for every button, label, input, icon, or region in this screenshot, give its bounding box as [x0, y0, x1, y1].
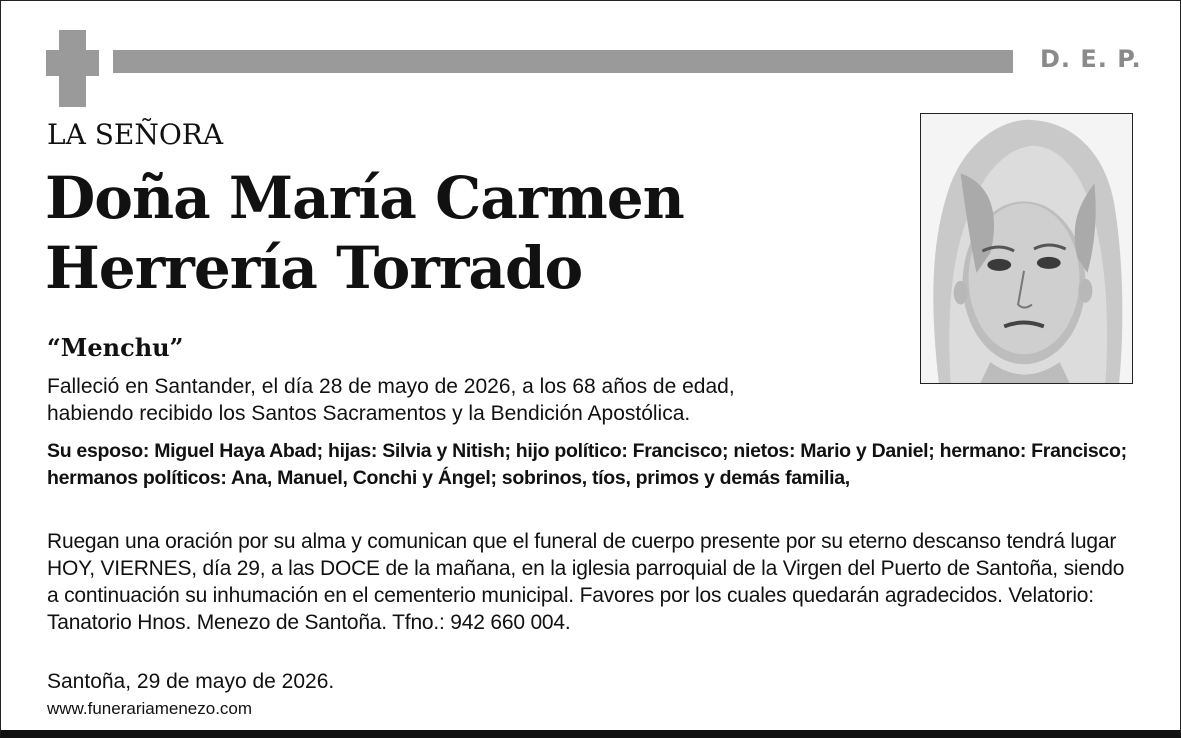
family-list: Su esposo: Miguel Haya Abad; hijas: Silvia y Nitish; hijo político: Francisco; nietos: Mario y Daniel; hermano: Francisco; hermanos políticos: Ana, Manuel, Conchi y Ángel; sobrinos, tíos, primos y demás familia, [47, 440, 1127, 489]
deceased-name [45, 163, 905, 303]
nickname: “Menchu” [47, 333, 184, 362]
funeral-details: Ruegan una oración por su alma y comunican que el funeral de cuerpo presente por su eterno descanso tendrá lugar HOY, VIERNES, día 29, a las DOCE de la mañana, en la iglesia parroquial de la Virgen del Puerto de Santoña, siendo a continuación su inhumación en el cementerio municipal. Favores por los cuales quedarán agradecidos. Velatorio: Tanatorio Hnos. Menezo de Santoña. Tfno.: 942 660 004. [47, 530, 1125, 634]
dep-label: D. E. P. [1040, 45, 1142, 73]
deceased-portrait [920, 113, 1133, 384]
portrait-image [921, 114, 1132, 383]
honorific: LA SEÑORA [47, 118, 224, 151]
name-line-1: Doña María Carmen [45, 164, 684, 232]
death-line-2: habiendo recibido los Santos Sacramentos y la Bendición Apostólica. [47, 402, 691, 425]
death-notice [47, 373, 907, 427]
place-date: Santoña, 29 de mayo de 2026. [47, 670, 335, 693]
website-link[interactable]: www.funerariamenezo.com [47, 699, 253, 718]
header-rule [113, 50, 1013, 73]
death-line-1: Falleció en Santander, el día 28 de mayo de 2026, a los 68 años de edad, [47, 375, 735, 398]
name-line-2: Herrería Torrado [45, 234, 583, 302]
cross-horizontal-bar [46, 50, 99, 76]
